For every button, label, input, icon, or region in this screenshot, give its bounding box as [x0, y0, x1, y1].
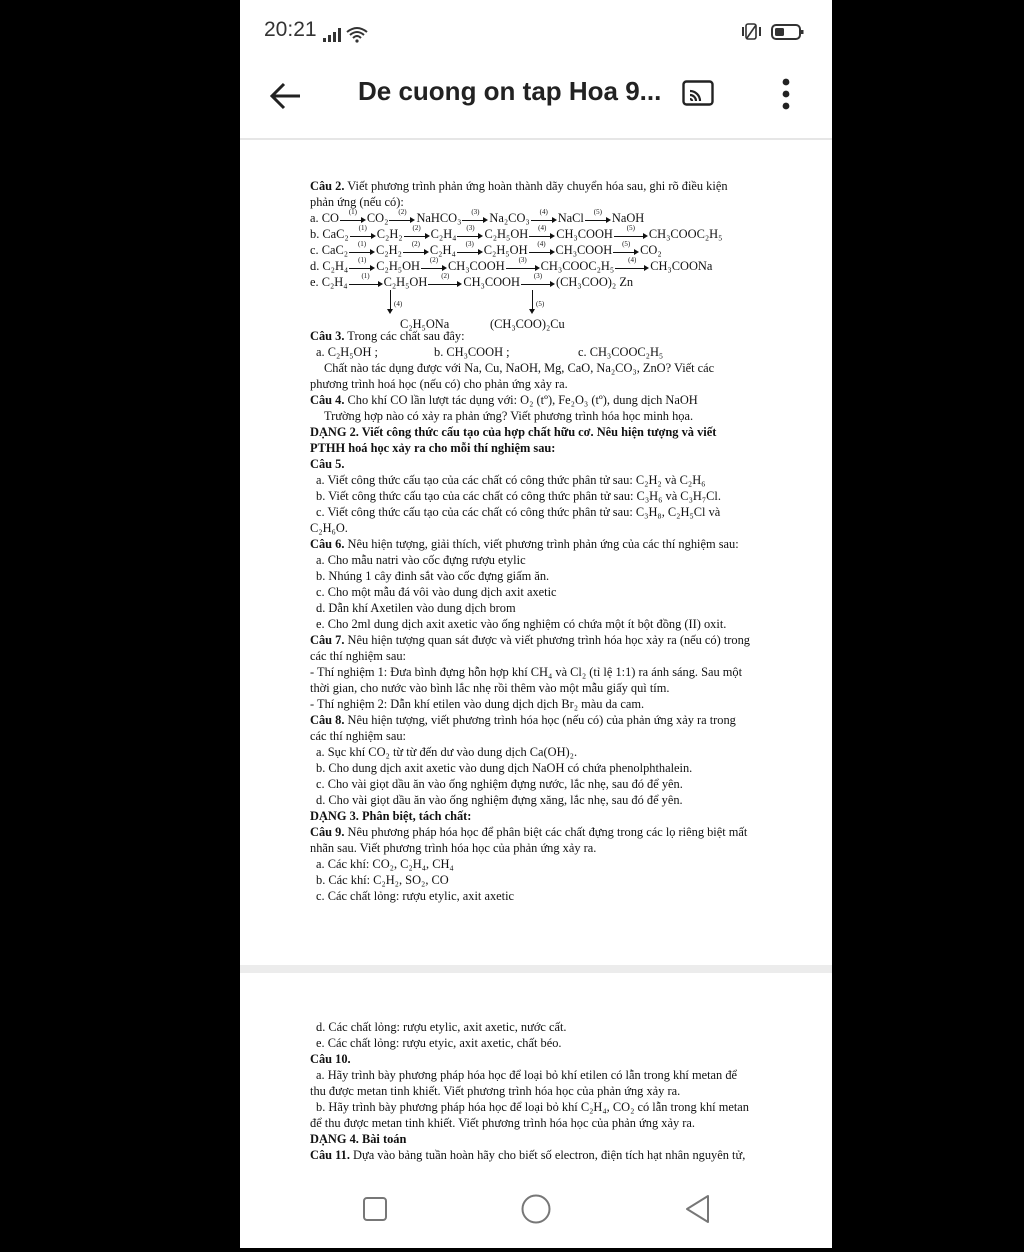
chem-species: b. CaC₂: [310, 227, 349, 241]
text-line: Trường hợp nào có xảy ra phản ứng? Viết phương trình hóa học minh họa.: [324, 409, 694, 423]
chem-species: a. CO: [310, 211, 339, 225]
equation-branch: [310, 290, 798, 331]
recents-icon[interactable]: [362, 1196, 388, 1222]
arrow-label: (4): [628, 256, 637, 265]
chem-species: CH₃COOH: [448, 259, 505, 273]
text-line: a. Viết công thức cấu tạo của các chất có công thức phân tử sau: C₂H₂ và C₂H₆: [316, 473, 706, 487]
text-line: b. Viết công thức cấu tạo của các chất có công thức phân tử sau: C₃H₆ và C₃H₇Cl.: [316, 489, 721, 503]
status-bar: [240, 0, 832, 62]
question-heading: Câu 8.: [310, 713, 345, 727]
text-line: các thí nghiệm sau:: [310, 649, 406, 663]
chem-species: NaOH: [611, 211, 645, 225]
arrow-label: (5): [593, 208, 602, 217]
document-page-2: [240, 973, 832, 1173]
section-heading: DẠNG 3. Phân biệt, tách chất:: [310, 809, 472, 823]
chem-species: C₂H₅ONa: [400, 317, 450, 331]
arrow-label: (5): [626, 224, 635, 233]
chem-species: (CH₃COO)₂ Zn: [555, 275, 634, 289]
chem-species: CH₃COOH: [555, 243, 613, 257]
arrow-label: (2): [398, 208, 407, 217]
status-time: 20:21: [264, 18, 317, 41]
text-line: Nêu phương pháp hóa học để phân biệt các chất đựng trong các lọ riêng biệt mất: [344, 825, 748, 839]
chem-species: Na₂CO₃: [489, 211, 530, 225]
page-1-content: [310, 178, 798, 904]
text-line: thời gian, cho nước vào bình lắc nhẹ rồi thêm vào một mẫu giấy quì tím.: [310, 681, 670, 695]
text-line: Viết phương trình phản ứng hoàn thành dãy chuyển hóa sau, ghi rõ điều kiện: [344, 179, 728, 193]
chem-species: CO₂: [640, 243, 662, 257]
back-nav-icon[interactable]: [684, 1194, 712, 1224]
option: b. CH₃COOH ;: [434, 345, 510, 359]
arrow-label: (5): [622, 240, 631, 249]
text-line: phản ứng (nếu có):: [310, 195, 404, 209]
more-options-icon[interactable]: [772, 76, 800, 112]
text-line: nhãn sau. Viết phương trình hóa học của phản ứng xảy ra.: [310, 841, 597, 855]
text-line: c. Cho vài giọt dầu ăn vào ống nghiệm đựng nước, lắc nhẹ, sau đó để yên.: [316, 777, 683, 791]
chem-species: C₂H₅OH: [484, 227, 529, 241]
arrow-label: (1): [348, 208, 357, 217]
arrow-label: (1): [358, 256, 367, 265]
arrow-label: (2): [441, 272, 450, 281]
text-line: Trong các chất sau đây:: [344, 329, 465, 343]
chem-species: CO₂: [366, 211, 389, 225]
arrow-label: (3): [533, 272, 543, 281]
equation-chain-e: [310, 274, 798, 290]
section-heading: DẠNG 4. Bài toán: [310, 1132, 407, 1146]
question-heading: Câu 2.: [310, 179, 345, 193]
question-heading: Câu 9.: [310, 825, 345, 839]
text-line: b. Cho dung dịch axit axetic vào dung dịch NaOH có chứa phenolphthalein.: [316, 761, 693, 775]
arrow-label: (2): [412, 224, 421, 233]
arrow-label: (3): [471, 208, 480, 217]
chem-species: CH₃COOH: [463, 275, 520, 289]
chem-species: C₂H₅OH: [383, 275, 428, 289]
text-line: Nêu hiện tượng, giải thích, viết phương trình phản ứng của các thí nghiệm sau:: [344, 537, 739, 551]
text-line: thu được metan tinh khiết. Viết phương trình hóa học của phản ứng xảy ra.: [310, 1084, 681, 1098]
chem-species: C₂H₅OH: [376, 259, 420, 273]
arrow-label: (1): [357, 240, 367, 249]
chem-species: C₂H₅OH: [483, 243, 528, 257]
section-heading: PTHH hoá học xảy ra cho mỗi thí nghiệm sau:: [310, 441, 556, 455]
section-heading: DẠNG 2. Viết công thức cấu tạo của hợp chất hữu cơ. Nêu hiện tượng và viết: [310, 425, 717, 439]
chem-species: CH₃COOH: [556, 227, 613, 241]
equation-chain-c: [310, 242, 798, 258]
page-2-content: [310, 1019, 798, 1163]
question-heading: Câu 5.: [310, 457, 345, 471]
document-title: De cuong on tap Hoa 9...: [358, 76, 662, 106]
text-line: Chất nào tác dụng được với Na, Cu, NaOH, Mg, CaO, Na₂CO₃, ZnO? Viết các: [324, 361, 715, 375]
text-line: c. Các chất lỏng: rượu etylic, axit axetic: [316, 889, 515, 903]
chem-species: CH₃COOC₂H₅: [648, 227, 723, 241]
question-heading: Câu 11.: [310, 1148, 350, 1162]
chem-species: NaHCO₃: [416, 211, 462, 225]
chem-species: CH₃COONa: [650, 259, 713, 273]
back-arrow-icon[interactable]: [268, 78, 304, 114]
text-line: a. Các khí: CO₂, C₂H₄, CH₄: [316, 857, 454, 871]
option: c. CH₃COOC₂H₅: [578, 345, 664, 359]
chem-species: CH₃COOC₂H₅: [540, 259, 615, 273]
text-line: b. Các khí: C₂H₂, SO₂, CO: [316, 873, 449, 887]
text-line: Nêu hiện tượng quan sát được và viết phương trình hóa học xảy ra (nếu có) trong: [344, 633, 751, 647]
text-line: C₂H₆O.: [310, 521, 348, 535]
text-line: - Thí nghiệm 2: Dẫn khí etilen vào dung dịch dịch Br₂ màu da cam.: [310, 697, 645, 711]
text-line: e. Các chất lỏng: rượu etyic, axit axetic, chất béo.: [316, 1036, 562, 1050]
chem-species: c. CaC₂: [310, 243, 349, 257]
phone-screen: [240, 0, 832, 1248]
question-heading: Câu 4.: [310, 393, 345, 407]
text-line: phương trình hoá học (nếu có) cho phản ứng xảy ra.: [310, 377, 568, 391]
text-line: d. Cho vài giọt dầu ăn vào ống nghiệm đựng xăng, lắc nhẹ, sau đó để yên.: [316, 793, 683, 807]
chem-species: (CH₃COO)₂Cu: [490, 317, 565, 331]
chem-species: C₂H₂: [376, 227, 403, 241]
chem-species: C₂H₄: [430, 227, 457, 241]
cast-icon[interactable]: [682, 80, 714, 106]
arrow-label: (4): [539, 208, 548, 217]
arrow-label: (3): [465, 240, 474, 249]
text-line: c. Viết công thức cấu tạo của các chất có công thức phân tử sau: C₃H₈, C₂H₅Cl và: [316, 505, 721, 519]
chem-species: C₂H₄: [429, 243, 456, 257]
arrow-label: (3): [518, 256, 527, 265]
option: a. C₂H₅OH ;: [316, 345, 378, 359]
arrow-label: (1): [361, 272, 370, 281]
question-heading: Câu 10.: [310, 1052, 351, 1066]
app-toolbar: [240, 62, 832, 140]
arrow-label: (2): [411, 240, 420, 249]
chem-species: C₂H₂: [376, 243, 402, 257]
home-icon[interactable]: [520, 1193, 552, 1225]
arrow-label: (1): [358, 224, 367, 233]
branch-arrow: [390, 290, 391, 310]
text-line: Dựa vào bảng tuần hoàn hãy cho biết số electron, điện tích hạt nhân nguyên tử,: [349, 1148, 746, 1162]
question-heading: Câu 3.: [310, 329, 345, 343]
text-line: b. Nhúng 1 cây đinh sắt vào cốc đựng giấm ăn.: [316, 569, 550, 583]
chem-species: e. C₂H₄: [310, 275, 348, 289]
text-line: các thí nghiệm sau:: [310, 729, 406, 743]
options-row: [310, 344, 798, 360]
text-line: - Thí nghiệm 1: Đưa bình đựng hỗn hợp khí CH₄ và Cl₂ (tỉ lệ 1:1) ra ánh sáng. Sau một: [310, 665, 743, 679]
branch-arrow: [532, 290, 533, 310]
text-line: Nêu hiện tượng, viết phương trình hóa học (nếu có) của phản ứng xảy ra trong: [344, 713, 736, 727]
arrow-label: (5): [536, 300, 545, 308]
text-line: a. Hãy trình bày phương pháp hóa học để loại bỏ khí etilen có lẫn trong khí metan để: [316, 1068, 738, 1082]
arrow-label: (2): [429, 256, 439, 265]
text-line: a. Cho mẫu natri vào cốc đựng rượu etylic: [316, 553, 526, 567]
arrow-label: (4): [537, 240, 546, 249]
document-page-1: [240, 140, 832, 965]
text-line: c. Cho một mẫu đá vôi vào dung dịch axit axetic: [316, 585, 557, 599]
navigation-bar: [240, 1176, 832, 1248]
text-line: b. Hãy trình bày phương pháp hóa học để loại bỏ khí C₂H₄, CO₂ có lẫn trong khí metan: [316, 1100, 749, 1114]
signal-wifi-icon: [323, 24, 371, 44]
arrow-label: (4): [538, 224, 547, 233]
chem-species: NaCl: [557, 211, 584, 225]
question-heading: Câu 7.: [310, 633, 345, 647]
page-separator: [240, 965, 832, 973]
chem-species: d. C₂H₄: [310, 259, 349, 273]
text-line: e. Cho 2ml dung dịch axit axetic vào ống nghiệm có chứa một ít bột đồng (II) oxit.: [316, 617, 727, 631]
text-line: d. Dẫn khí Axetilen vào dung dịch brom: [316, 601, 516, 615]
arrow-label: (3): [466, 224, 475, 233]
text-line: a. Sục khí CO₂ từ từ đến dư vào dung dịch Ca(OH)₂.: [316, 745, 578, 759]
arrow-label: (4): [394, 300, 403, 308]
question-heading: Câu 6.: [310, 537, 345, 551]
text-line: Cho khí CO lần lượt tác dụng với: O₂ (tº), Fe₂O₃ (tº), dung dịch NaOH: [344, 393, 698, 407]
text-line: để thu được metan tinh khiết. Viết phương trình hóa học của phản ứng xảy ra.: [310, 1116, 695, 1130]
battery-icon: [740, 22, 806, 42]
text-line: d. Các chất lỏng: rượu etylic, axit axetic, nước cất.: [316, 1020, 567, 1034]
